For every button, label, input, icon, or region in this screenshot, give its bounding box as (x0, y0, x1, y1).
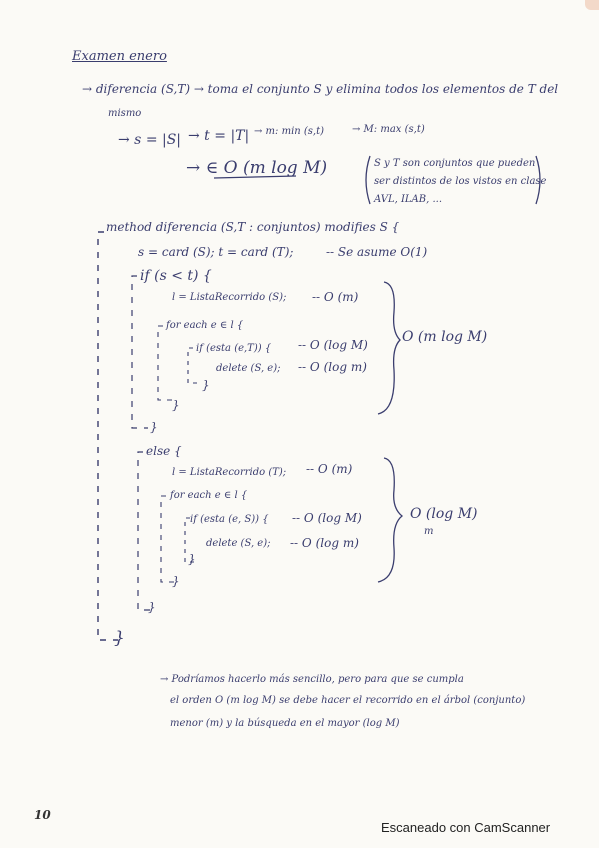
code-line: } (188, 552, 196, 566)
text-line: → s = |S| (118, 132, 182, 148)
code-line: delete (S, e); (206, 538, 271, 549)
aside-note: ser distintos de los vistos en clase (374, 176, 547, 187)
code-line: method diferencia (S,T : conjuntos) modifies S { (106, 220, 400, 234)
code-line: l = ListaRecorrido (S); (172, 292, 287, 303)
aside-note: AVL, ILAB, ... (374, 194, 442, 205)
page-number: 10 (34, 808, 51, 822)
code-line: delete (S, e); (216, 363, 281, 374)
text-line: → m: min (s,t) (254, 126, 325, 137)
code-line: for each e ∈ l { (170, 490, 248, 501)
code-comment: -- O (log M) (298, 338, 368, 352)
conclusion-line: menor (m) y la búsqueda en el mayor (log M) (170, 718, 400, 729)
complexity-result: → ∈ O (m log M) (186, 158, 328, 178)
brace-subscript: m (424, 526, 434, 537)
code-line: s = card (S); t = card (T); (138, 245, 294, 259)
code-line: } (150, 420, 158, 434)
code-comment: -- O (log M) (292, 511, 362, 525)
scanner-watermark: Escaneado con CamScanner (381, 820, 551, 835)
code-line: } (202, 378, 210, 392)
code-comment: -- O (m) (312, 290, 359, 304)
text-line: mismo (108, 108, 142, 119)
code-line: } (148, 600, 156, 614)
conclusion-line: → Podríamos hacerlo más sencillo, pero para que se cumpla (160, 674, 464, 685)
code-line: for each e ∈ l { (166, 320, 244, 331)
code-line: l = ListaRecorrido (T); (172, 467, 287, 478)
code-line: else { (146, 444, 182, 458)
code-line: } (172, 574, 180, 588)
code-line: if (esta (e,T)) { (196, 343, 272, 354)
conclusion-line: el orden O (m log M) se debe hacer el recorrido en el árbol (conjunto) (170, 695, 526, 706)
page-title: Examen enero (72, 49, 167, 64)
code-line: if (esta (e, S)) { (190, 514, 269, 525)
code-comment: -- O (log m) (290, 536, 359, 550)
brace-complexity: O (m log M) (402, 329, 488, 345)
code-comment: -- O (m) (306, 462, 353, 476)
brace-complexity: O (log M) (410, 506, 478, 522)
code-line: if (s < t) { (140, 268, 212, 284)
text-line: → M: max (s,t) (352, 124, 425, 135)
code-comment: -- O (log m) (298, 360, 367, 374)
code-line: } (172, 398, 180, 412)
text-line: → t = |T| (188, 128, 250, 144)
code-comment: -- Se asume O(1) (326, 245, 428, 259)
code-line: } (114, 628, 125, 648)
aside-note: S y T son conjuntos que pueden (374, 158, 536, 169)
text-line: → diferencia (S,T) → toma el conjunto S y elimina todos los elementos de T del (82, 82, 559, 96)
